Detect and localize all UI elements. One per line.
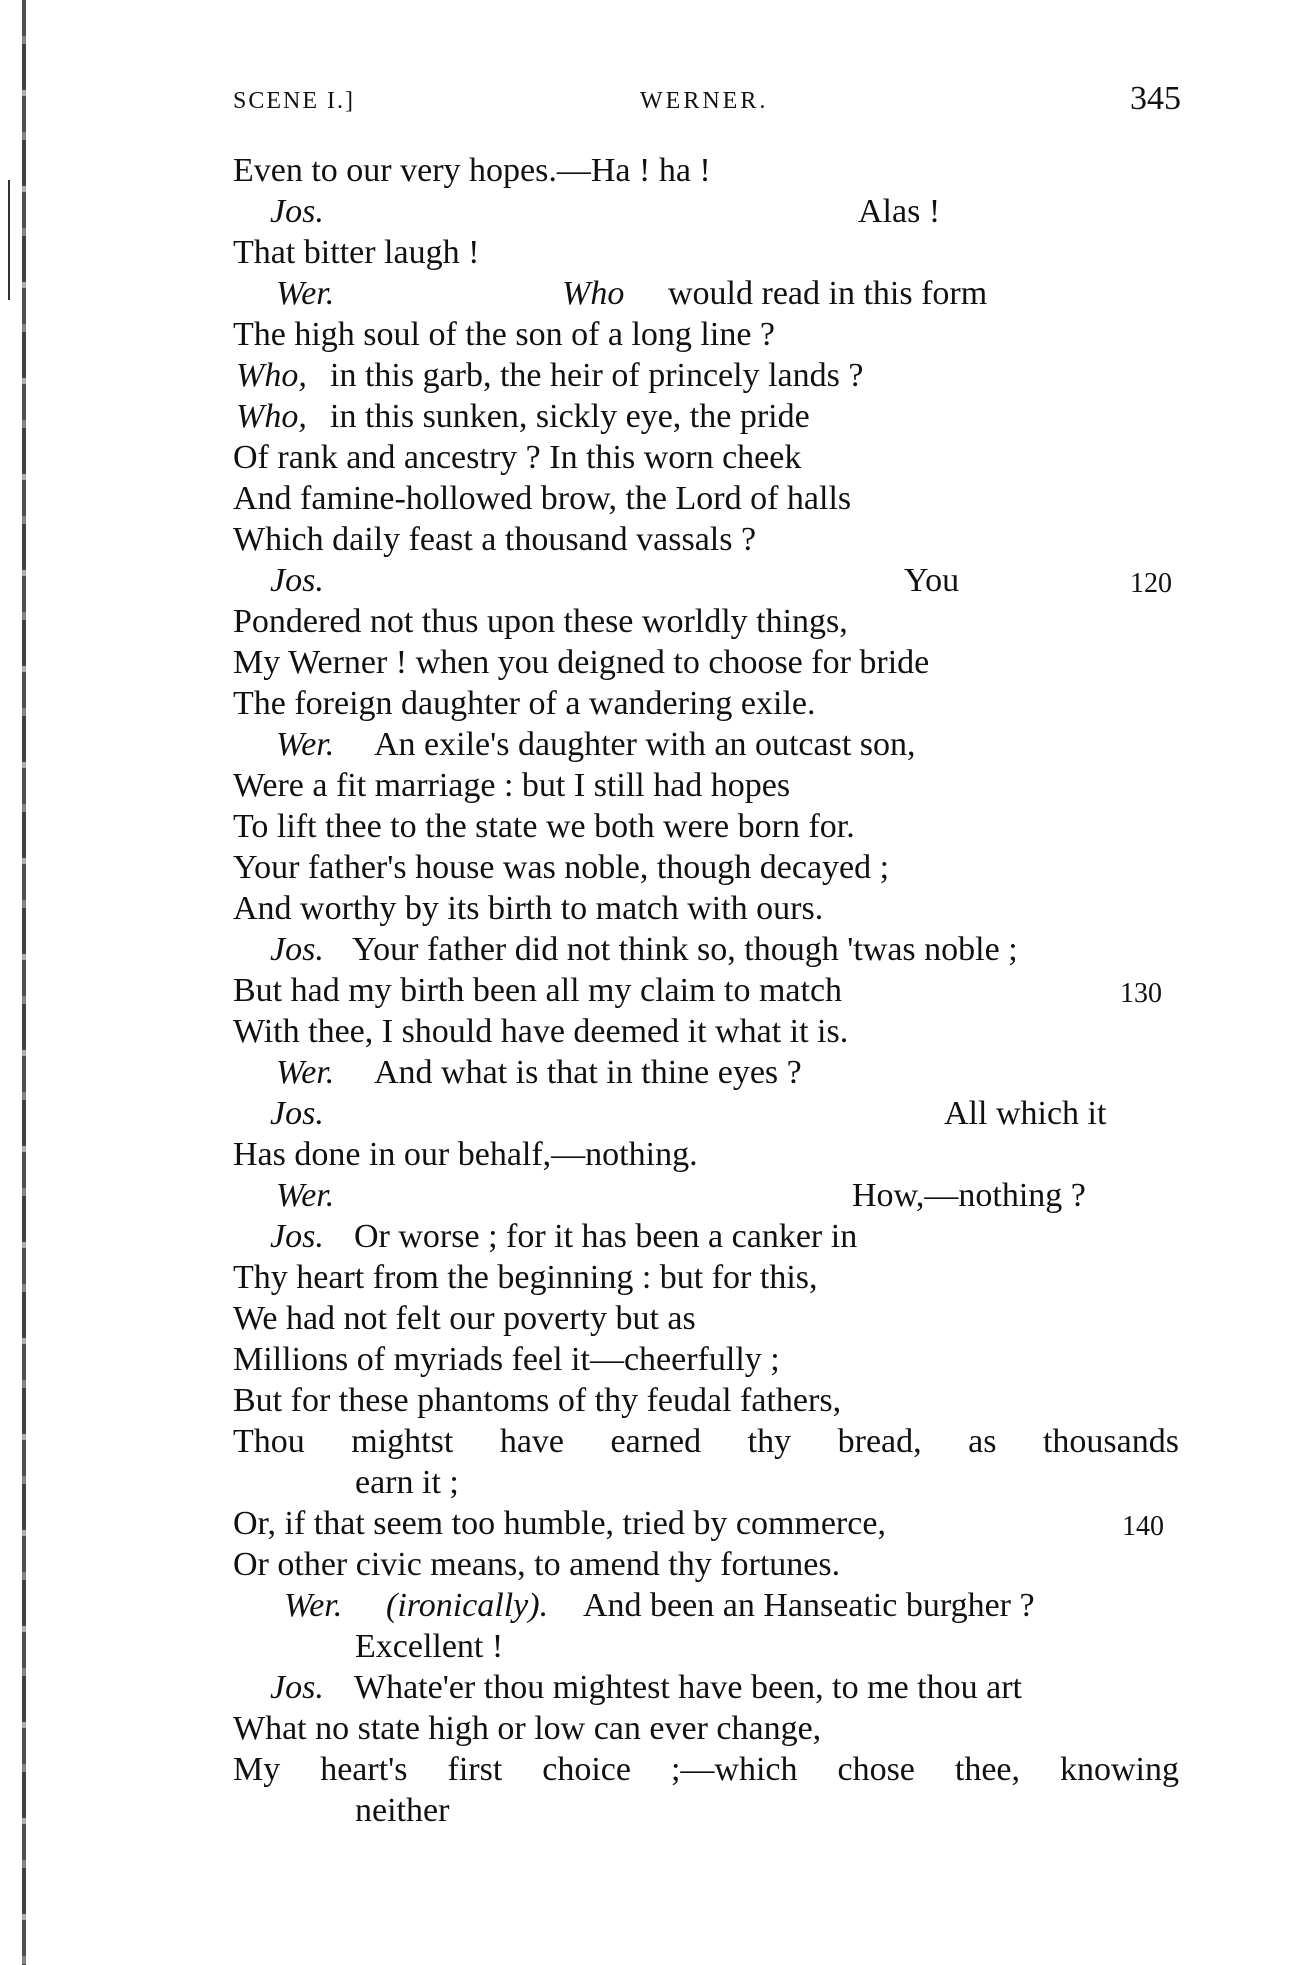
line-text: in this sunken, sickly eye, the pride [330, 398, 810, 435]
line-text: Which daily feast a thousand vassals ? [233, 521, 757, 558]
emphasis-text: Who [562, 275, 625, 312]
speaker-name: Wer. [276, 275, 335, 312]
verse-line [0, 437, 1290, 478]
page-number: 345 [1130, 80, 1181, 117]
verse-line [0, 1257, 1290, 1298]
line-text: Or worse ; for it has been a canker in [354, 1218, 858, 1255]
speaker-name: Jos. [270, 1218, 324, 1255]
verse-line [0, 1749, 1290, 1790]
verse-line [0, 519, 1290, 560]
line-text: Millions of myriads feel it—cheerfully ; [233, 1341, 780, 1378]
speaker-name: Wer. [276, 726, 335, 763]
line-text: Or other civic means, to amend thy fortunes. [233, 1546, 841, 1583]
verse-line [0, 191, 1290, 232]
page-header [0, 78, 1290, 128]
line-text: How,—nothing ? [852, 1177, 1086, 1214]
speaker-name: Wer. [276, 1177, 335, 1214]
line-text: Or, if that seem too humble, tried by commerce, [233, 1505, 886, 1542]
verse-line [0, 314, 1290, 355]
emphasis-text: Who, [236, 357, 307, 394]
line-text: Your father's house was noble, though decayed ; [233, 849, 890, 886]
line-text: My heart's first choice ;—which chose thee, knowing [233, 1751, 1179, 1788]
speaker-name: Jos. [270, 193, 324, 230]
verse-line [0, 1585, 1290, 1626]
line-number: 120 [1130, 568, 1172, 599]
verse-text [0, 150, 1290, 1831]
line-text: Pondered not thus upon these worldly things, [233, 603, 848, 640]
line-text: You [904, 562, 960, 599]
verse-line [0, 1093, 1290, 1134]
line-number: 130 [1120, 978, 1162, 1009]
line-text: Thou mightst have earned thy bread, as thousands [233, 1423, 1179, 1460]
emphasis-text: (ironically). [386, 1587, 549, 1624]
verse-line [0, 888, 1290, 929]
verse-line [0, 683, 1290, 724]
line-text: Has done in our behalf,—nothing. [233, 1136, 698, 1173]
verse-line [0, 1790, 1290, 1831]
verse-line [0, 929, 1290, 970]
verse-line [0, 1380, 1290, 1421]
verse-line [0, 1175, 1290, 1216]
verse-line [0, 1544, 1290, 1585]
line-text: All which it [944, 1095, 1107, 1132]
line-text: Alas ! [858, 193, 941, 230]
verse-line [0, 560, 1290, 601]
line-text: Even to our very hopes.—Ha ! ha ! [233, 152, 711, 189]
line-text: An exile's daughter with an outcast son, [374, 726, 916, 763]
verse-line [0, 1216, 1290, 1257]
line-text: We had not felt our poverty but as [233, 1300, 696, 1337]
line-text: And famine-hollowed brow, the Lord of halls [233, 480, 852, 517]
speaker-name: Jos. [270, 1095, 324, 1132]
line-text: Your father did not think so, though 'twas noble ; [352, 931, 1018, 968]
verse-line [0, 724, 1290, 765]
verse-line [0, 806, 1290, 847]
verse-line [0, 765, 1290, 806]
emphasis-text: Who, [236, 398, 307, 435]
speaker-name: Wer. [284, 1587, 343, 1624]
line-text: My Werner ! when you deigned to choose for bride [233, 644, 930, 681]
verse-line [0, 150, 1290, 191]
line-text: earn it ; [355, 1464, 459, 1501]
line-text: And worthy by its birth to match with ours. [233, 890, 824, 927]
speaker-name: Wer. [276, 1054, 335, 1091]
verse-line [0, 1503, 1290, 1544]
line-text: Of rank and ancestry ? In this worn cheek [233, 439, 802, 476]
line-text: With thee, I should have deemed it what it is. [233, 1013, 849, 1050]
line-text: Whate'er thou mightest have been, to me thou art [354, 1669, 1022, 1706]
verse-line [0, 478, 1290, 519]
line-text: But for these phantoms of thy feudal fathers, [233, 1382, 842, 1419]
speaker-name: Jos. [270, 1669, 324, 1706]
verse-line [0, 232, 1290, 273]
running-title: WERNER. [640, 88, 769, 114]
line-text: That bitter laugh ! [233, 234, 480, 271]
verse-line [0, 1052, 1290, 1093]
line-text: The high soul of the son of a long line ? [233, 316, 776, 353]
line-text: Thy heart from the beginning : but for this, [233, 1259, 818, 1296]
line-text: To lift thee to the state we both were born for. [233, 808, 855, 845]
line-text: neither [355, 1792, 450, 1829]
line-text: The foreign daughter of a wandering exile. [233, 685, 816, 722]
speaker-name: Jos. [270, 931, 324, 968]
verse-line [0, 642, 1290, 683]
line-number: 140 [1122, 1511, 1164, 1542]
verse-line [0, 355, 1290, 396]
verse-line [0, 1011, 1290, 1052]
line-text: Excellent ! [355, 1628, 504, 1665]
verse-line [0, 1339, 1290, 1380]
verse-line [0, 273, 1290, 314]
line-text: And what is that in thine eyes ? [374, 1054, 802, 1091]
verse-line [0, 396, 1290, 437]
line-text: And been an Hanseatic burgher ? [583, 1587, 1035, 1624]
line-text: in this garb, the heir of princely lands ? [330, 357, 864, 394]
verse-line [0, 1667, 1290, 1708]
speaker-name: Jos. [270, 562, 324, 599]
line-text: Were a fit marriage : but I still had hopes [233, 767, 791, 804]
verse-line [0, 1298, 1290, 1339]
line-text: But had my birth been all my claim to match [233, 972, 843, 1009]
verse-line [0, 1134, 1290, 1175]
line-text: What no state high or low can ever change, [233, 1710, 822, 1747]
verse-line [0, 601, 1290, 642]
verse-line [0, 1708, 1290, 1749]
verse-line [0, 1421, 1290, 1462]
verse-line [0, 1462, 1290, 1503]
scene-label: SCENE I.] [233, 88, 355, 114]
verse-line [0, 970, 1290, 1011]
line-text: would read in this form [668, 275, 988, 312]
verse-line [0, 1626, 1290, 1667]
verse-line [0, 847, 1290, 888]
